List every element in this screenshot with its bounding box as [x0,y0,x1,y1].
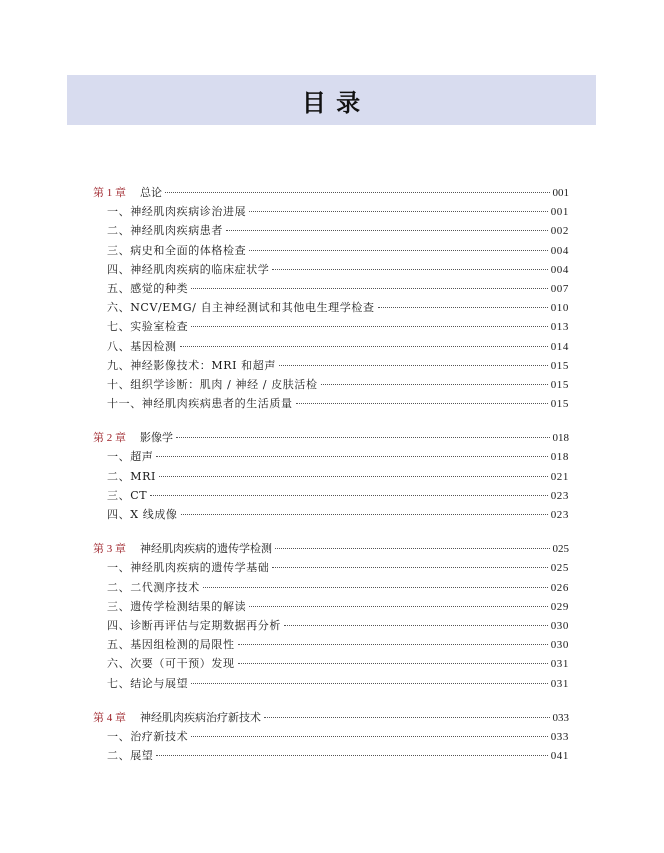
dot-leader [181,514,548,515]
page-number: 030 [550,639,569,652]
section-entry[interactable] [93,298,569,317]
chapter-entry[interactable] [93,183,569,202]
page-number: 023 [550,489,569,502]
section-entry[interactable] [93,654,569,673]
section-entry[interactable] [93,578,569,597]
section-title: 十、组织学诊断：肌肉 / 神经 / 皮肤活检 [107,377,318,391]
chapter-block [93,708,569,766]
page-number: 041 [550,750,569,763]
dot-leader [275,548,550,549]
section-title: 二、展望 [107,749,154,763]
chapter-number: 第 4 章 [93,711,126,724]
section-title: 九、神经影像技术：MRI 和超声 [107,358,276,372]
page-number: 021 [550,470,569,483]
dot-leader [191,683,547,684]
section-entry[interactable] [93,597,569,616]
section-title: 四、诊断再评估与定期数据再分析 [107,618,281,632]
chapter-title: 神经肌肉疾病的遗传学检测 [140,542,272,556]
page-number: 010 [550,302,569,315]
page-number: 025 [552,543,569,556]
dot-leader [249,606,547,607]
chapter-number: 第 2 章 [93,432,126,445]
chapter-number: 第 1 章 [93,187,126,199]
page-number: 031 [550,677,569,690]
chapter-entry[interactable] [93,539,569,558]
section-entry[interactable] [93,221,569,240]
section-entry[interactable] [93,505,569,524]
section-title: 六、NCV/EMG/ 自主神经测试和其他电生理学检查 [107,301,375,315]
toc-title-band [67,75,596,125]
section-title: 七、结论与展望 [107,676,189,690]
dot-leader [203,587,548,588]
section-entry[interactable] [93,447,569,466]
section-title: 二、神经肌肉疾病患者 [107,224,223,238]
page-number: 018 [550,451,569,464]
section-entry[interactable] [93,558,569,577]
dot-leader [176,437,550,438]
page-number: 007 [550,282,569,295]
section-title: 一、神经肌肉疾病的遗传学基础 [107,561,270,575]
section-title: 二、MRI [107,469,156,483]
chapter-title: 影像学 [140,431,173,445]
dot-leader [159,476,548,477]
section-entry[interactable] [93,375,569,394]
section-entry[interactable] [93,394,569,413]
section-title: 四、X 线成像 [107,508,178,521]
dot-leader [238,663,548,664]
dot-leader [191,326,547,327]
page-number: 015 [550,359,569,372]
section-title: 五、基因组检测的局限性 [107,638,235,652]
dot-leader [249,250,547,251]
dot-leader [191,736,547,737]
section-title: 六、次要（可干预）发现 [107,657,235,671]
chapter-block [93,428,569,524]
section-entry[interactable] [93,727,569,746]
chapter-title: 神经肌肉疾病治疗新技术 [140,710,261,724]
dot-leader [191,288,547,289]
chapter-entry[interactable] [93,708,569,727]
page-number: 014 [550,340,569,353]
section-entry[interactable] [93,674,569,693]
dot-leader [272,567,547,568]
section-entry[interactable] [93,202,569,221]
dot-leader [321,384,548,385]
section-title: 一、神经肌肉疾病诊治进展 [107,205,247,219]
chapter-title: 总论 [140,186,162,199]
page-number: 033 [552,711,569,724]
section-title: 三、遗传学检测结果的解读 [107,599,247,613]
section-title: 十一、神经肌肉疾病患者的生活质量 [107,397,293,411]
section-entry[interactable] [93,746,569,765]
dot-leader [180,346,548,347]
section-entry[interactable] [93,356,569,375]
page-number: 002 [550,225,569,238]
chapter-number: 第 3 章 [93,543,126,556]
page-number: 001 [550,206,569,219]
page-number: 013 [550,321,569,334]
dot-leader [156,755,547,756]
dot-leader [279,365,548,366]
section-title: 二、二代测序技术 [107,580,200,594]
dot-leader [264,717,550,718]
dot-leader [284,625,548,626]
section-entry[interactable] [93,260,569,279]
table-of-contents [93,183,569,780]
section-title: 七、实验室检查 [107,320,189,334]
dot-leader [150,495,548,496]
section-entry[interactable] [93,486,569,505]
page-number: 031 [550,658,569,671]
chapter-block [93,539,569,693]
dot-leader [378,307,548,308]
page-number: 004 [550,244,569,257]
section-entry[interactable] [93,241,569,260]
chapter-block [93,183,569,413]
section-entry[interactable] [93,279,569,298]
section-title: 一、超声 [107,450,154,464]
page-number: 018 [552,432,569,445]
page-number: 004 [550,263,569,276]
section-title: 一、治疗新技术 [107,729,189,743]
section-entry[interactable] [93,467,569,486]
section-title: 五、感觉的种类 [107,281,189,295]
section-title: 八、基因检测 [107,339,177,353]
section-title: 三、CT [107,488,148,502]
chapter-entry[interactable] [93,428,569,447]
dot-leader [238,644,548,645]
page-number: 015 [550,398,569,411]
page-number: 025 [550,562,569,575]
dot-leader [226,230,548,231]
page-number: 026 [550,581,569,594]
section-title: 三、病史和全面的体格检查 [107,243,247,257]
section-entry[interactable] [93,337,569,356]
page-number: 030 [550,619,569,632]
page-number: 033 [550,730,569,743]
toc-title: 目 录 [301,87,362,117]
dot-leader [296,403,548,404]
page-number: 015 [550,378,569,391]
dot-leader [156,456,547,457]
section-title: 四、神经肌肉疾病的临床症状学 [107,262,270,276]
dot-leader [249,211,547,212]
page-number: 001 [552,187,569,199]
section-entry[interactable] [93,317,569,336]
page-number: 023 [550,509,569,521]
dot-leader [272,269,547,270]
dot-leader [165,192,550,193]
section-entry[interactable] [93,616,569,635]
page-number: 029 [550,600,569,613]
section-entry[interactable] [93,635,569,654]
